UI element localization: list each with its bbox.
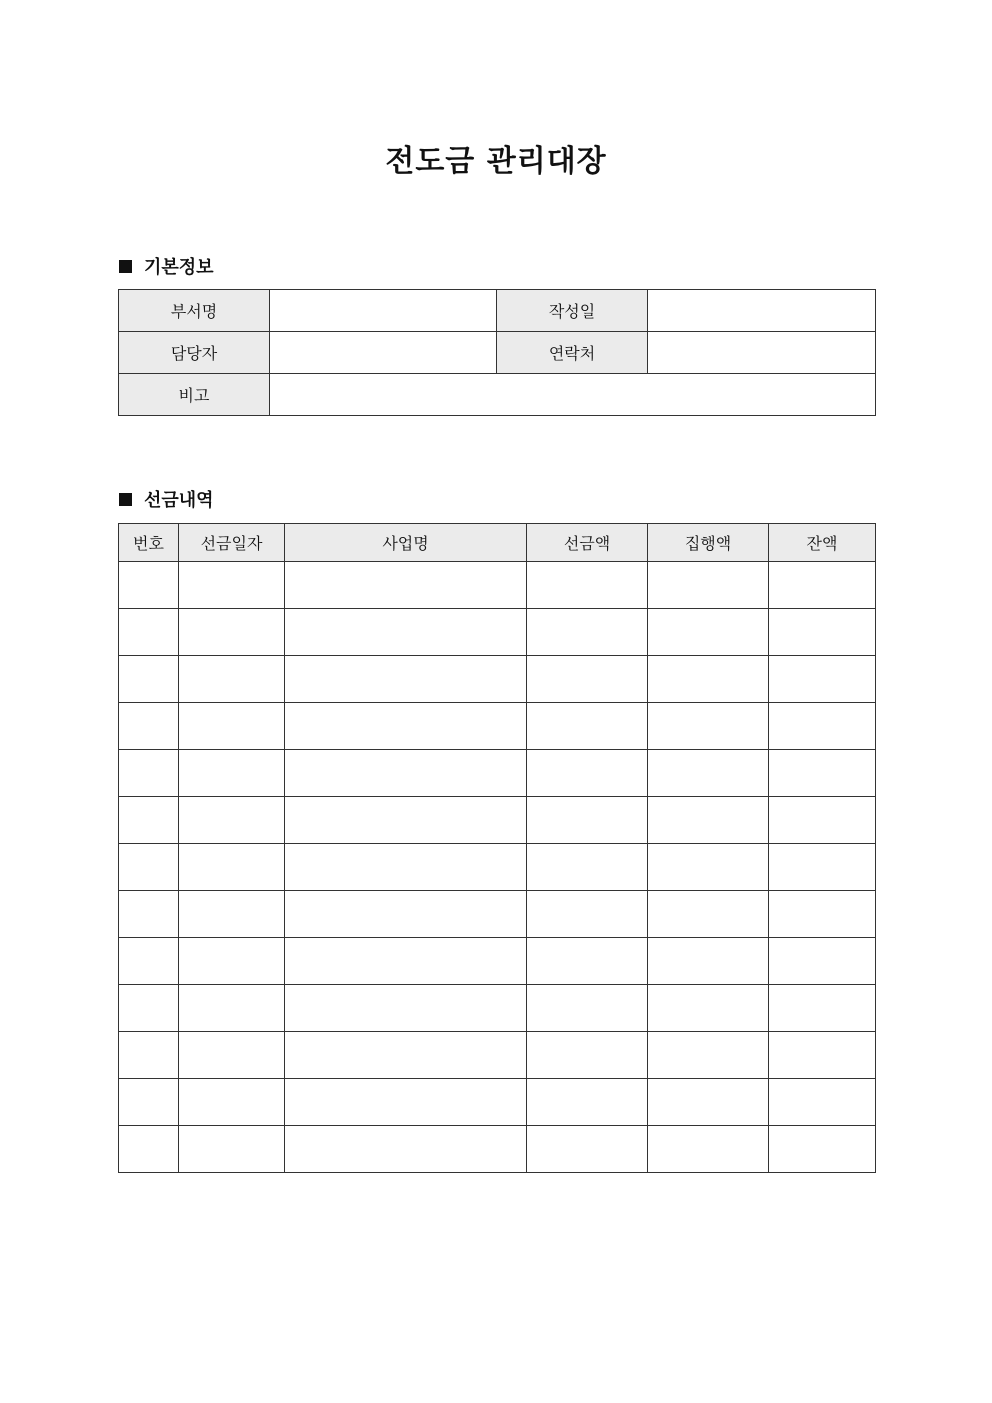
remarks-label: 비고 bbox=[119, 374, 270, 416]
project-name-cell[interactable] bbox=[285, 562, 527, 609]
advance-date-cell[interactable] bbox=[179, 562, 285, 609]
table-row bbox=[119, 656, 876, 703]
contact-label: 연락처 bbox=[497, 332, 648, 374]
basic-info-table bbox=[118, 289, 876, 416]
project-name-cell[interactable] bbox=[285, 985, 527, 1032]
advance-amount-cell[interactable] bbox=[527, 656, 648, 703]
date-written-label: 작성일 bbox=[497, 290, 648, 332]
executed-amount-cell[interactable] bbox=[648, 562, 769, 609]
balance-cell[interactable] bbox=[769, 985, 876, 1032]
section-heading-advance-records bbox=[119, 486, 214, 512]
table-row bbox=[119, 332, 876, 374]
table-row bbox=[119, 1126, 876, 1173]
column-header-balance: 잔액 bbox=[769, 524, 876, 562]
contact-field[interactable] bbox=[648, 332, 876, 374]
column-header-executed-amount: 집행액 bbox=[648, 524, 769, 562]
advance-date-cell[interactable] bbox=[179, 938, 285, 985]
balance-cell[interactable] bbox=[769, 1126, 876, 1173]
advance-date-cell[interactable] bbox=[179, 797, 285, 844]
balance-cell[interactable] bbox=[769, 656, 876, 703]
advance-date-cell[interactable] bbox=[179, 985, 285, 1032]
advance-date-cell[interactable] bbox=[179, 1032, 285, 1079]
number-cell[interactable] bbox=[119, 1032, 179, 1079]
number-cell[interactable] bbox=[119, 703, 179, 750]
number-cell[interactable] bbox=[119, 750, 179, 797]
number-cell[interactable] bbox=[119, 609, 179, 656]
table-row bbox=[119, 891, 876, 938]
number-cell[interactable] bbox=[119, 844, 179, 891]
number-cell[interactable] bbox=[119, 938, 179, 985]
column-header-advance-amount: 선금액 bbox=[527, 524, 648, 562]
square-bullet-icon bbox=[119, 493, 132, 506]
advance-date-cell[interactable] bbox=[179, 844, 285, 891]
advance-date-cell[interactable] bbox=[179, 891, 285, 938]
table-row bbox=[119, 750, 876, 797]
square-bullet-icon bbox=[119, 260, 132, 273]
column-header-number: 번호 bbox=[119, 524, 179, 562]
executed-amount-cell[interactable] bbox=[648, 1126, 769, 1173]
section-heading-label: 선금내역 bbox=[144, 490, 214, 511]
project-name-cell[interactable] bbox=[285, 797, 527, 844]
number-cell[interactable] bbox=[119, 1079, 179, 1126]
executed-amount-cell[interactable] bbox=[648, 1032, 769, 1079]
section-heading-basic-info bbox=[119, 253, 214, 279]
advance-amount-cell[interactable] bbox=[527, 1032, 648, 1079]
department-field[interactable] bbox=[270, 290, 497, 332]
advance-amount-cell[interactable] bbox=[527, 938, 648, 985]
project-name-cell[interactable] bbox=[285, 938, 527, 985]
advance-date-cell[interactable] bbox=[179, 656, 285, 703]
executed-amount-cell[interactable] bbox=[648, 797, 769, 844]
column-header-project-name: 사업명 bbox=[285, 524, 527, 562]
balance-cell[interactable] bbox=[769, 1079, 876, 1126]
advance-amount-cell[interactable] bbox=[527, 703, 648, 750]
number-cell[interactable] bbox=[119, 656, 179, 703]
remarks-field[interactable] bbox=[270, 374, 876, 416]
table-row bbox=[119, 290, 876, 332]
executed-amount-cell[interactable] bbox=[648, 703, 769, 750]
column-header-advance-date: 선금일자 bbox=[179, 524, 285, 562]
advance-records-table bbox=[118, 523, 876, 1173]
manager-label: 담당자 bbox=[119, 332, 270, 374]
balance-cell[interactable] bbox=[769, 1032, 876, 1079]
table-row bbox=[119, 374, 876, 416]
advance-amount-cell[interactable] bbox=[527, 844, 648, 891]
advance-date-cell[interactable] bbox=[179, 750, 285, 797]
executed-amount-cell[interactable] bbox=[648, 1079, 769, 1126]
advance-amount-cell[interactable] bbox=[527, 562, 648, 609]
project-name-cell[interactable] bbox=[285, 1079, 527, 1126]
advance-date-cell[interactable] bbox=[179, 1079, 285, 1126]
balance-cell[interactable] bbox=[769, 797, 876, 844]
table-row bbox=[119, 797, 876, 844]
executed-amount-cell[interactable] bbox=[648, 750, 769, 797]
executed-amount-cell[interactable] bbox=[648, 985, 769, 1032]
advance-amount-cell[interactable] bbox=[527, 891, 648, 938]
number-cell[interactable] bbox=[119, 562, 179, 609]
table-header-row bbox=[119, 524, 876, 562]
page-title: 전도금 관리대장 bbox=[385, 144, 607, 179]
table-row bbox=[119, 1079, 876, 1126]
advance-amount-cell[interactable] bbox=[527, 1079, 648, 1126]
executed-amount-cell[interactable] bbox=[648, 891, 769, 938]
table-row bbox=[119, 703, 876, 750]
section-heading-label: 기본정보 bbox=[144, 257, 214, 278]
number-cell[interactable] bbox=[119, 891, 179, 938]
balance-cell[interactable] bbox=[769, 703, 876, 750]
balance-cell[interactable] bbox=[769, 938, 876, 985]
advance-date-cell[interactable] bbox=[179, 609, 285, 656]
executed-amount-cell[interactable] bbox=[648, 609, 769, 656]
balance-cell[interactable] bbox=[769, 562, 876, 609]
table-row bbox=[119, 985, 876, 1032]
project-name-cell[interactable] bbox=[285, 703, 527, 750]
executed-amount-cell[interactable] bbox=[648, 844, 769, 891]
project-name-cell[interactable] bbox=[285, 844, 527, 891]
balance-cell[interactable] bbox=[769, 750, 876, 797]
executed-amount-cell[interactable] bbox=[648, 938, 769, 985]
project-name-cell[interactable] bbox=[285, 1126, 527, 1173]
number-cell[interactable] bbox=[119, 985, 179, 1032]
balance-cell[interactable] bbox=[769, 891, 876, 938]
executed-amount-cell[interactable] bbox=[648, 656, 769, 703]
advance-amount-cell[interactable] bbox=[527, 609, 648, 656]
department-label: 부서명 bbox=[119, 290, 270, 332]
number-cell[interactable] bbox=[119, 1126, 179, 1173]
table-row bbox=[119, 562, 876, 609]
table-row bbox=[119, 1032, 876, 1079]
manager-field[interactable] bbox=[270, 332, 497, 374]
balance-cell[interactable] bbox=[769, 844, 876, 891]
advance-amount-cell[interactable] bbox=[527, 797, 648, 844]
project-name-cell[interactable] bbox=[285, 891, 527, 938]
advance-amount-cell[interactable] bbox=[527, 985, 648, 1032]
date-written-field[interactable] bbox=[648, 290, 876, 332]
table-row bbox=[119, 938, 876, 985]
project-name-cell[interactable] bbox=[285, 609, 527, 656]
advance-date-cell[interactable] bbox=[179, 1126, 285, 1173]
balance-cell[interactable] bbox=[769, 609, 876, 656]
project-name-cell[interactable] bbox=[285, 1032, 527, 1079]
project-name-cell[interactable] bbox=[285, 750, 527, 797]
advance-amount-cell[interactable] bbox=[527, 750, 648, 797]
number-cell[interactable] bbox=[119, 797, 179, 844]
table-row bbox=[119, 609, 876, 656]
advance-date-cell[interactable] bbox=[179, 703, 285, 750]
advance-amount-cell[interactable] bbox=[527, 1126, 648, 1173]
table-row bbox=[119, 844, 876, 891]
advance-records-body bbox=[119, 562, 876, 1173]
project-name-cell[interactable] bbox=[285, 656, 527, 703]
